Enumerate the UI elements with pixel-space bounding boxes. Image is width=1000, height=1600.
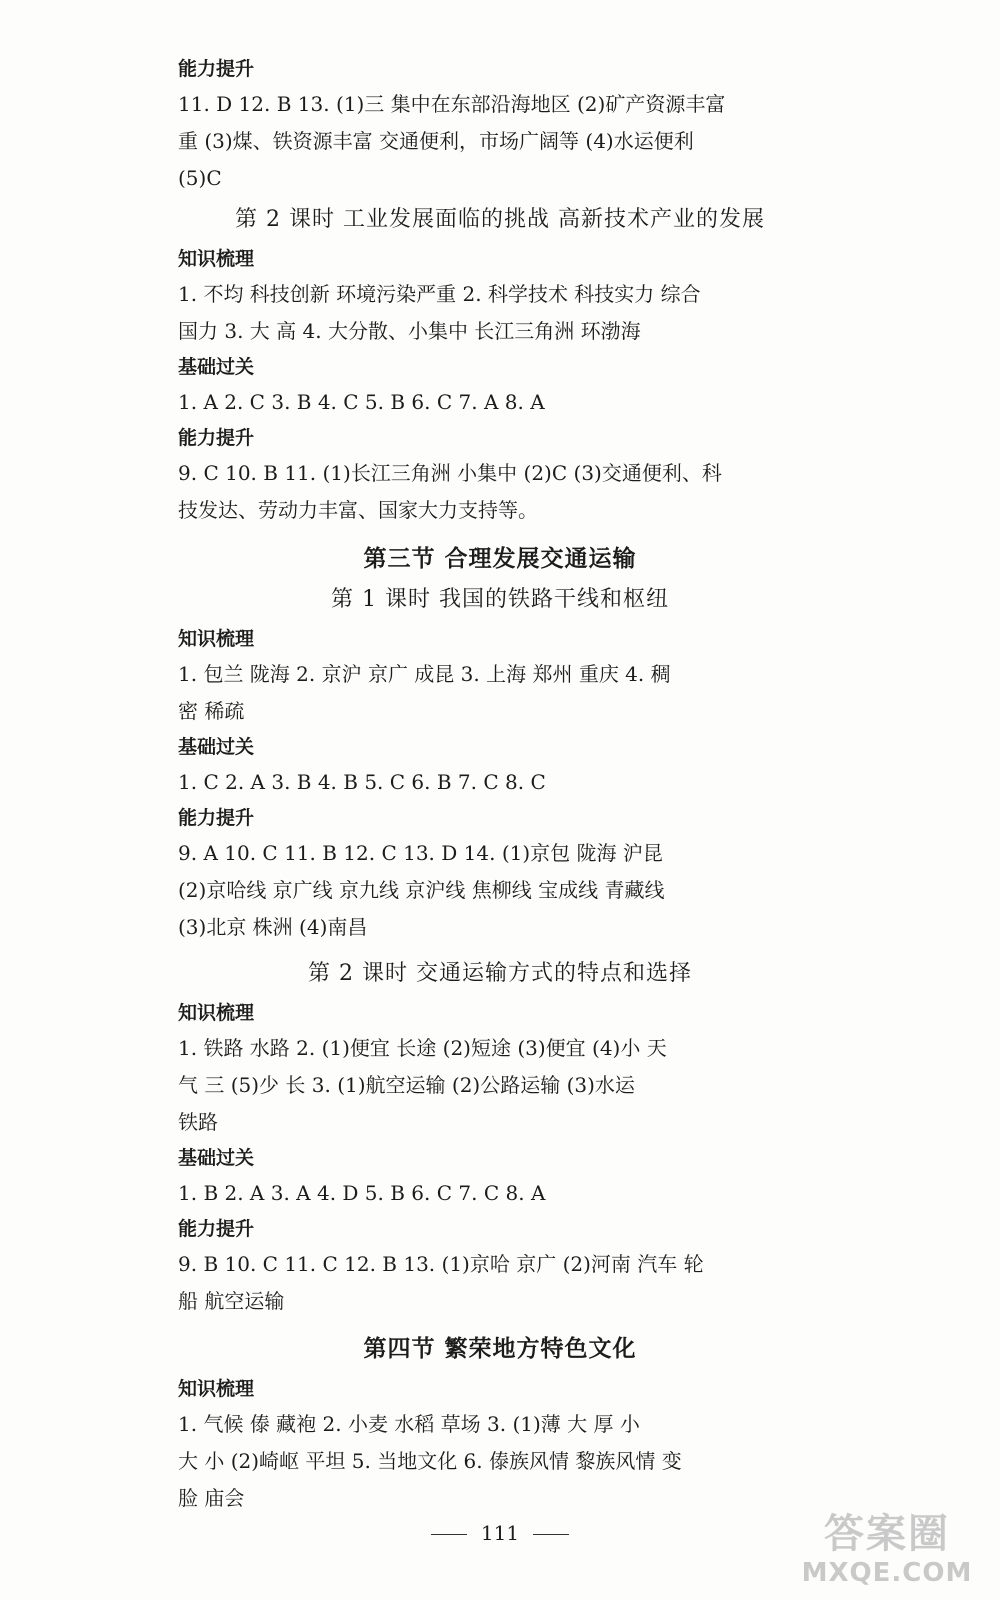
watermark-text: 答案圈 — [824, 1511, 950, 1557]
answer-line: 技发达、劳动力丰富、国家大力支持等。 — [178, 498, 538, 522]
basic-heading: 基础过关 — [178, 1147, 255, 1169]
watermark-logo — [792, 1510, 982, 1594]
answer-line: 大 小 (2)崎岖 平坦 5. 当地文化 6. 傣族风情 黎族风情 变 — [178, 1449, 682, 1473]
knowledge-heading: 知识梳理 — [178, 628, 255, 650]
section-3-lesson-1-content — [178, 622, 818, 946]
answer-line: 船 航空运输 — [178, 1289, 285, 1313]
section-3-title: 第三节 合理发展交通运输 — [363, 546, 637, 572]
answer-line: 1. A 2. C 3. B 4. C 5. B 6. C 7. A 8. A — [178, 390, 545, 414]
lesson-2-content — [178, 242, 818, 529]
ability-heading: 能力提升 — [178, 58, 255, 80]
dash-left — [431, 1534, 467, 1535]
answer-line: 铁路 — [178, 1110, 218, 1134]
ability-heading: 能力提升 — [178, 427, 255, 449]
answer-line: 国力 3. 大 高 4. 大分散、小集中 长江三角洲 环渤海 — [178, 319, 641, 343]
answer-line: 脸 庙会 — [178, 1486, 245, 1510]
knowledge-heading: 知识梳理 — [178, 1378, 255, 1400]
answer-line: 11. D 12. B 13. (1)三 集中在东部沿海地区 (2)矿产资源丰富 — [178, 92, 726, 116]
answer-line: 1. C 2. A 3. B 4. B 5. C 6. B 7. C 8. C — [178, 770, 546, 794]
answer-line: (5)C — [178, 166, 222, 190]
basic-heading: 基础过关 — [178, 356, 255, 378]
section-3-lesson-2-content — [178, 996, 818, 1320]
ability-heading: 能力提升 — [178, 807, 255, 829]
answer-line: 1. 铁路 水路 2. (1)便宜 长途 (2)短途 (3)便宜 (4)小 天 — [178, 1036, 667, 1060]
knowledge-heading: 知识梳理 — [178, 1002, 255, 1024]
answer-line: 1. 包兰 陇海 2. 京沪 京广 成昆 3. 上海 郑州 重庆 4. 稠 — [178, 662, 671, 686]
lesson-1-ability — [178, 52, 818, 197]
answer-line: 重 (3)煤、铁资源丰富 交通便利，市场广阔等 (4)水运便利 — [178, 129, 694, 153]
section-3-lesson-1-title: 第 1 课时 我国的铁路干线和枢纽 — [331, 587, 669, 612]
dash-right — [533, 1534, 569, 1535]
answer-line: (3)北京 株洲 (4)南昌 — [178, 915, 368, 939]
answer-line: 9. B 10. C 11. C 12. B 13. (1)京哈 京广 (2)河南 汽车 轮 — [178, 1252, 704, 1276]
answer-line: 1. B 2. A 3. A 4. D 5. B 6. C 7. C 8. A — [178, 1181, 546, 1205]
ability-heading: 能力提升 — [178, 1218, 255, 1240]
watermark-url: MXQE.COM — [801, 1558, 973, 1588]
answer-line: 气 三 (5)少 长 3. (1)航空运输 (2)公路运输 (3)水运 — [178, 1073, 635, 1097]
answer-line: 9. A 10. C 11. B 12. C 13. D 14. (1)京包 陇海 沪昆 — [178, 841, 663, 865]
page-number: 111 — [480, 1521, 520, 1545]
answer-line: 密 稀疏 — [178, 699, 245, 723]
lesson-2-title: 第 2 课时 工业发展面临的挑战 高新技术产业的发展 — [235, 207, 765, 232]
answer-line: 1. 气候 傣 藏袍 2. 小麦 水稻 草场 3. (1)薄 大 厚 小 — [178, 1412, 640, 1436]
answer-line: 1. 不均 科技创新 环境污染严重 2. 科学技术 科技实力 综合 — [178, 282, 701, 306]
section-4-title: 第四节 繁荣地方特色文化 — [363, 1336, 637, 1362]
answer-line: (2)京哈线 京广线 京九线 京沪线 焦柳线 宝成线 青藏线 — [178, 878, 665, 902]
section-3-lesson-2-title: 第 2 课时 交通运输方式的特点和选择 — [308, 961, 692, 986]
basic-heading: 基础过关 — [178, 736, 255, 758]
section-4-content — [178, 1372, 818, 1517]
answer-line: 9. C 10. B 11. (1)长江三角洲 小集中 (2)C (3)交通便利、科 — [178, 461, 722, 485]
knowledge-heading: 知识梳理 — [178, 248, 255, 270]
